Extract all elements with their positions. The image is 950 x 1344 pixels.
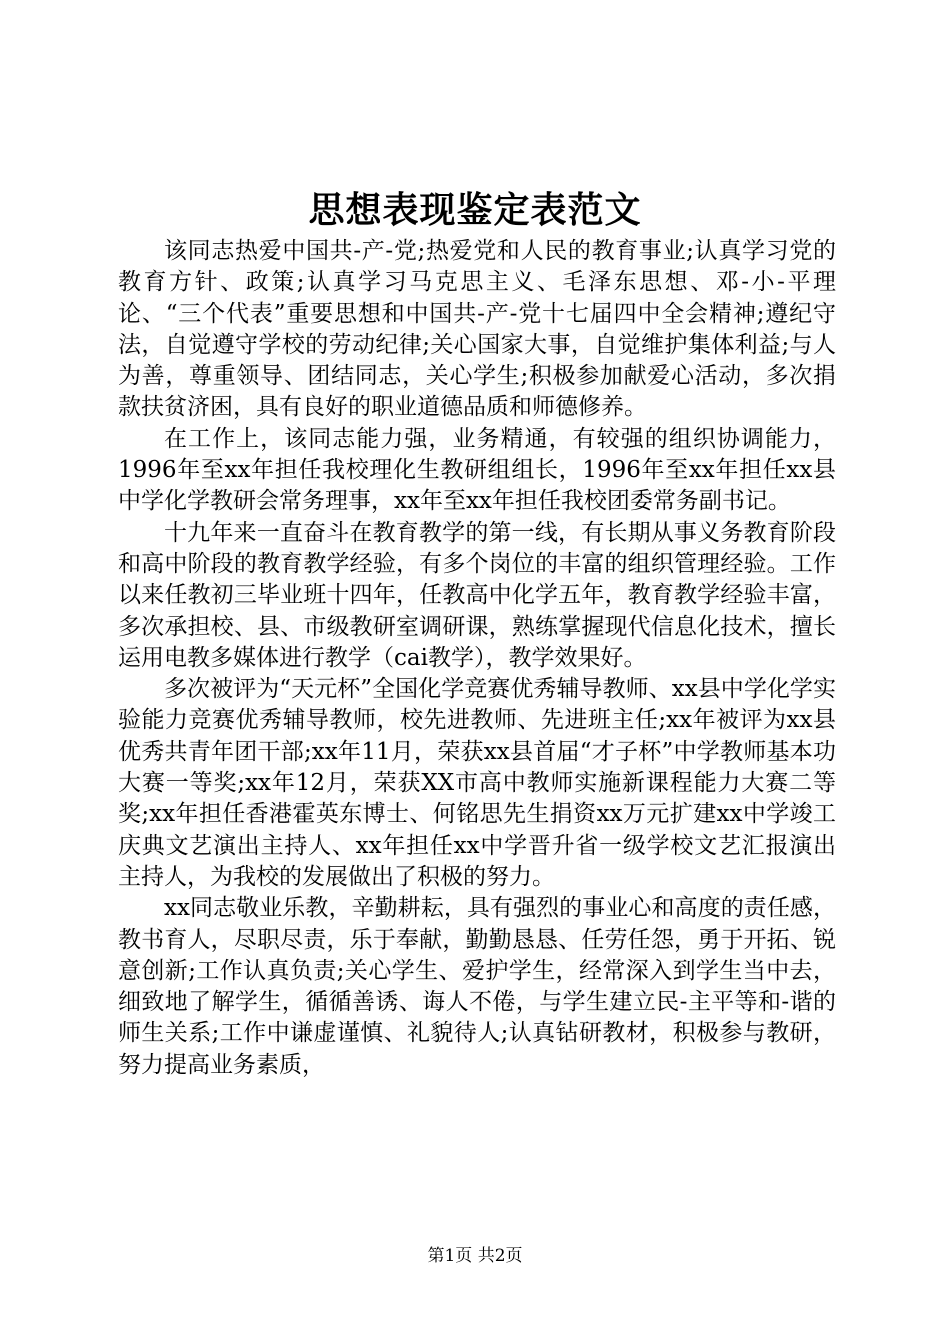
document-title: 思想表现鉴定表范文 — [308, 189, 642, 231]
paragraph-3: 十九年来一直奋斗在教育教学的第一线，有长期从事义务教育阶段和高中阶段的教育教学经验，有多个岗位的丰富的组织管理经验。工作以来任教初三毕业班十四年，任教高中化学五年，教育教学经验丰富，多次承担校、县、市级教研室调研课，熟练掌握现代信息化技术，擅长运用电教多媒体进行教学（cai教学），教学效果好。 — [118, 519, 836, 671]
paragraph-4: 多次被评为“天元杯”全国化学竞赛优秀辅导教师、xx县中学化学实验能力竞赛优秀辅导教师，校先进教师、先进班主任;xx年被评为xx县优秀共青年团干部;xx年11月，荣获xx县首届“才子杯”中学教师基本功大赛一等奖;xx年12月，荣获XX市高中教师实施新课程能力大赛二等奖;xx年担任香港霍英东博士、何铭思先生捐资xx万元扩建xx中学竣工庆典文艺演出主持人、xx年担任xx中学晋升省一级学校文艺汇报演出主持人，为我校的发展做出了积极的努力。 — [118, 676, 836, 890]
paragraph-5: xx同志敬业乐教，辛勤耕耘，具有强烈的事业心和高度的责任感，教书育人，尽职尽责，乐于奉献，勤勤恳恳、任劳任怨，勇于开拓、锐意创新;工作认真负责;关心学生、爱护学生，经常深入到学生当中去，细致地了解学生，循循善诱、诲人不倦，与学生建立民-主平等和-谐的师生关系;工作中谦虚谨慎、礼貌待人;认真钻研教材，积极参与教研，努力提高业务素质， — [118, 895, 836, 1078]
paragraph-1: 该同志热爱中国共-产-党;热爱党和人民的教育事业;认真学习党的教育方针、政策;认真学习马克思主义、毛泽东思想、邓-小-平理论、“三个代表”重要思想和中国共-产-党十七届四中全会精神;遵纪守法，自觉遵守学校的劳动纪律;关心国家大事，自觉维护集体利益;与人为善，尊重领导、团结同志，关心学生;积极参加献爱心活动，多次捐款扶贫济困，具有良好的职业道德品质和师德修养。 — [118, 238, 836, 421]
paragraph-2: 在工作上，该同志能力强，业务精通，有较强的组织协调能力，1996年至xx年担任我校理化生教研组组长，1996年至xx年担任xx县中学化学教研会常务理事，xx年至xx年担任我校团委常务副书记。 — [118, 425, 836, 515]
document-body — [118, 236, 836, 1081]
page-footer: 第1页 共2页 — [427, 1246, 523, 1266]
